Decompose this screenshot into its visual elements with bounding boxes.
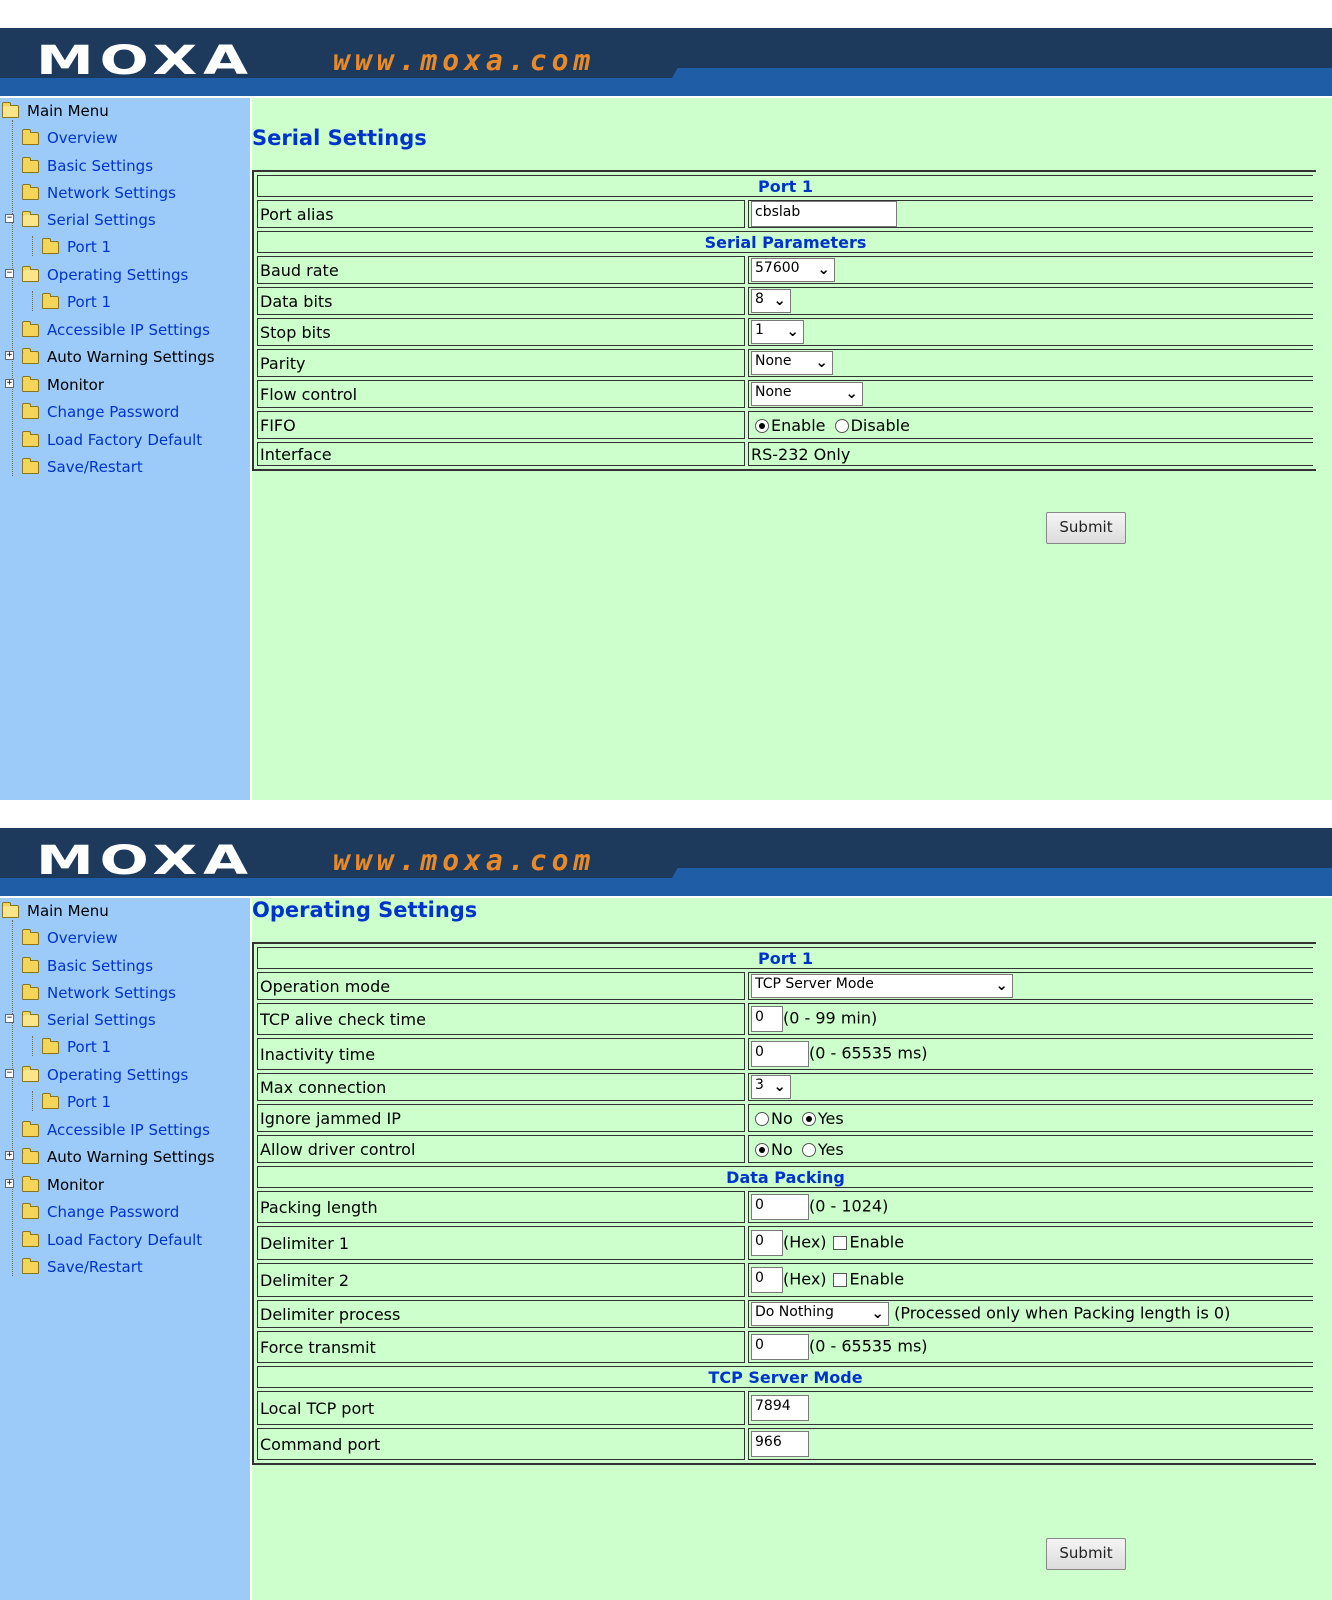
folder-open-icon [22, 1069, 39, 1082]
baud-rate-select[interactable]: 57600 ⌄ [751, 258, 835, 282]
folder-icon [22, 406, 39, 419]
operating-settings-screen [0, 828, 1332, 1600]
driver-control-yes-label: Yes [817, 1139, 844, 1159]
folder-icon [22, 324, 39, 337]
menu-network-settings[interactable]: Network Settings [22, 981, 176, 1005]
data-bits-label: Data bits [257, 287, 745, 315]
max-connection-select[interactable]: 3 ⌄ [751, 1075, 791, 1099]
folder-icon [22, 1179, 39, 1192]
packing-length-label: Packing length [257, 1191, 745, 1223]
allow-driver-control-label: Allow driver control [257, 1135, 745, 1163]
header-banner [0, 828, 1332, 896]
port-alias-input[interactable]: cbslab [751, 201, 897, 227]
menu-main[interactable]: Main Menu [2, 99, 109, 123]
folder-icon [42, 296, 59, 309]
delimiter-2-input[interactable]: 0 [751, 1267, 783, 1293]
menu-save-restart[interactable]: Save/Restart [22, 455, 143, 479]
submit-button[interactable]: Submit [1046, 1538, 1126, 1570]
folder-icon [22, 932, 39, 945]
sidebar [0, 898, 250, 1600]
operating-settings-table [252, 942, 1316, 1465]
driver-control-no-radio[interactable] [755, 1143, 769, 1157]
serial-settings-screen [0, 28, 1332, 800]
main-content [252, 98, 1332, 800]
tcp-alive-check-label: TCP alive check time [257, 1003, 745, 1035]
folder-open-icon [2, 105, 19, 118]
port-alias-label: Port alias [257, 200, 745, 228]
fifo-enable-label: Enable [771, 415, 826, 435]
menu-serial-port1[interactable]: Port 1 [42, 1035, 111, 1059]
folder-icon [22, 1234, 39, 1247]
menu-operating-settings[interactable]: Operating Settings [22, 1063, 188, 1087]
page-title: Operating Settings [252, 898, 478, 922]
delimiter-2-hex: (Hex) [783, 1269, 827, 1289]
folder-icon [22, 987, 39, 1000]
expand-icon[interactable]: + [6, 1178, 13, 1188]
menu-monitor[interactable]: Monitor [22, 1173, 104, 1197]
section-tcp-server-mode: TCP Server Mode [257, 1366, 1313, 1388]
folder-icon [22, 461, 39, 474]
driver-control-yes-radio[interactable] [802, 1143, 816, 1157]
menu-auto-warning[interactable]: Auto Warning Settings [22, 345, 215, 369]
operation-mode-select[interactable]: TCP Server Mode ⌄ [751, 974, 1013, 998]
delimiter-process-select[interactable]: Do Nothing ⌄ [751, 1302, 889, 1326]
folder-icon [22, 351, 39, 364]
menu-save-restart[interactable]: Save/Restart [22, 1255, 143, 1279]
force-transmit-input[interactable]: 0 [751, 1334, 809, 1360]
sidebar [0, 98, 250, 800]
folder-open-icon [2, 905, 19, 918]
chevron-down-icon: ⌄ [995, 976, 1008, 994]
folder-icon [42, 1041, 59, 1054]
moxa-logo: MOXA [36, 38, 254, 84]
command-port-label: Command port [257, 1428, 745, 1460]
folder-icon [22, 379, 39, 392]
packing-length-range: (0 - 1024) [809, 1196, 889, 1216]
fifo-enable-radio[interactable] [755, 419, 769, 433]
collapse-icon[interactable]: − [6, 213, 13, 223]
menu-operating-port1[interactable]: Port 1 [42, 1090, 111, 1114]
delimiter-2-enable-checkbox[interactable] [833, 1273, 847, 1287]
folder-icon [42, 1096, 59, 1109]
menu-basic-settings[interactable]: Basic Settings [22, 154, 153, 178]
force-transmit-label: Force transmit [257, 1331, 745, 1363]
header-url: www.moxa.com [333, 44, 596, 77]
expand-icon[interactable]: + [6, 378, 13, 388]
data-bits-select[interactable]: 8 ⌄ [751, 289, 791, 313]
collapse-icon[interactable]: − [6, 268, 13, 278]
folder-icon [22, 960, 39, 973]
flow-control-select[interactable]: None ⌄ [751, 382, 863, 406]
folder-open-icon [22, 1014, 39, 1027]
main-content [252, 898, 1332, 1600]
menu-accessible-ip[interactable]: Accessible IP Settings [22, 318, 210, 342]
ignore-jammed-no-radio[interactable] [755, 1112, 769, 1126]
folder-icon [22, 1151, 39, 1164]
packing-length-input[interactable]: 0 [751, 1194, 809, 1220]
chevron-down-icon: ⌄ [845, 384, 858, 402]
menu-load-factory-default[interactable]: Load Factory Default [22, 1228, 202, 1252]
fifo-disable-label: Disable [850, 415, 910, 435]
menu-operating-settings[interactable]: Operating Settings [22, 263, 188, 287]
folder-icon [42, 241, 59, 254]
header-banner [0, 28, 1332, 96]
menu-change-password[interactable]: Change Password [22, 1200, 179, 1224]
menu-load-factory-default[interactable]: Load Factory Default [22, 428, 202, 452]
inactivity-time-input[interactable]: 0 [751, 1041, 809, 1067]
chevron-down-icon: ⌄ [773, 291, 786, 309]
page-title: Serial Settings [252, 126, 427, 150]
menu-serial-settings[interactable]: Serial Settings [22, 1008, 156, 1032]
delimiter-1-enable-label: Enable [849, 1232, 905, 1252]
expand-icon[interactable]: + [6, 1150, 13, 1160]
menu-monitor[interactable]: Monitor [22, 373, 104, 397]
max-connection-label: Max connection [257, 1073, 745, 1101]
header-url: www.moxa.com [333, 844, 596, 877]
menu-auto-warning[interactable]: Auto Warning Settings [22, 1145, 215, 1169]
folder-icon [22, 132, 39, 145]
ignore-jammed-yes-radio[interactable] [802, 1112, 816, 1126]
inactivity-time-label: Inactivity time [257, 1038, 745, 1070]
folder-open-icon [22, 269, 39, 282]
fifo-label: FIFO [257, 411, 745, 439]
command-port-input[interactable]: 966 [751, 1431, 809, 1457]
folder-icon [22, 160, 39, 173]
flow-control-label: Flow control [257, 380, 745, 408]
parity-select[interactable]: None ⌄ [751, 351, 833, 375]
chevron-down-icon: ⌄ [871, 1304, 884, 1322]
delimiter-process-label: Delimiter process [257, 1300, 745, 1328]
operation-mode-label: Operation mode [257, 972, 745, 1000]
section-serial-parameters: Serial Parameters [257, 231, 1313, 253]
folder-icon [22, 187, 39, 200]
menu-network-settings[interactable]: Network Settings [22, 181, 176, 205]
delimiter-1-label: Delimiter 1 [257, 1226, 745, 1260]
delimiter-2-label: Delimiter 2 [257, 1263, 745, 1297]
chevron-down-icon: ⌄ [817, 260, 830, 278]
chevron-down-icon: ⌄ [786, 322, 799, 340]
local-tcp-port-input[interactable]: 7894 [751, 1395, 809, 1421]
inactivity-time-range: (0 - 65535 ms) [809, 1043, 928, 1063]
moxa-logo: MOXA [36, 838, 254, 884]
menu-accessible-ip[interactable]: Accessible IP Settings [22, 1118, 210, 1142]
delimiter-process-note: (Processed only when Packing length is 0) [894, 1303, 1231, 1323]
delimiter-1-hex: (Hex) [783, 1232, 827, 1252]
menu-overview[interactable]: Overview [22, 126, 118, 150]
interface-value: RS-232 Only [748, 442, 1313, 466]
stop-bits-label: Stop bits [257, 318, 745, 346]
collapse-icon[interactable]: − [6, 1013, 13, 1023]
submit-button[interactable]: Submit [1046, 512, 1126, 544]
serial-settings-table [252, 170, 1316, 471]
menu-serial-port1[interactable]: Port 1 [42, 235, 111, 259]
stop-bits-select[interactable]: 1 ⌄ [751, 320, 804, 344]
tcp-alive-check-input[interactable]: 0 [751, 1006, 783, 1032]
fifo-disable-radio[interactable] [835, 419, 849, 433]
delimiter-1-input[interactable]: 0 [751, 1230, 783, 1256]
ignore-jammed-yes-label: Yes [817, 1108, 844, 1128]
menu-overview[interactable]: Overview [22, 926, 118, 950]
section-port-1: Port 1 [257, 947, 1313, 969]
ignore-jammed-no-label: No [771, 1108, 793, 1128]
menu-basic-settings[interactable]: Basic Settings [22, 954, 153, 978]
menu-serial-settings[interactable]: Serial Settings [22, 208, 156, 232]
folder-icon [22, 1261, 39, 1274]
baud-rate-label: Baud rate [257, 256, 745, 284]
menu-operating-port1[interactable]: Port 1 [42, 290, 111, 314]
expand-icon[interactable]: + [6, 350, 13, 360]
tcp-alive-check-range: (0 - 99 min) [783, 1008, 878, 1028]
delimiter-2-enable-label: Enable [849, 1269, 905, 1289]
delimiter-1-enable-checkbox[interactable] [833, 1236, 847, 1250]
chevron-down-icon: ⌄ [773, 1077, 786, 1095]
folder-icon [22, 1124, 39, 1137]
interface-label: Interface [257, 442, 745, 466]
ignore-jammed-ip-label: Ignore jammed IP [257, 1104, 745, 1132]
parity-label: Parity [257, 349, 745, 377]
collapse-icon[interactable]: − [6, 1068, 13, 1078]
folder-icon [22, 434, 39, 447]
folder-icon [22, 1206, 39, 1219]
folder-open-icon [22, 214, 39, 227]
driver-control-no-label: No [771, 1139, 793, 1159]
chevron-down-icon: ⌄ [815, 353, 828, 371]
section-data-packing: Data Packing [257, 1166, 1313, 1188]
force-transmit-range: (0 - 65535 ms) [809, 1336, 928, 1356]
local-tcp-port-label: Local TCP port [257, 1391, 745, 1425]
section-port-1: Port 1 [257, 175, 1313, 197]
menu-main[interactable]: Main Menu [2, 899, 109, 923]
menu-change-password[interactable]: Change Password [22, 400, 179, 424]
